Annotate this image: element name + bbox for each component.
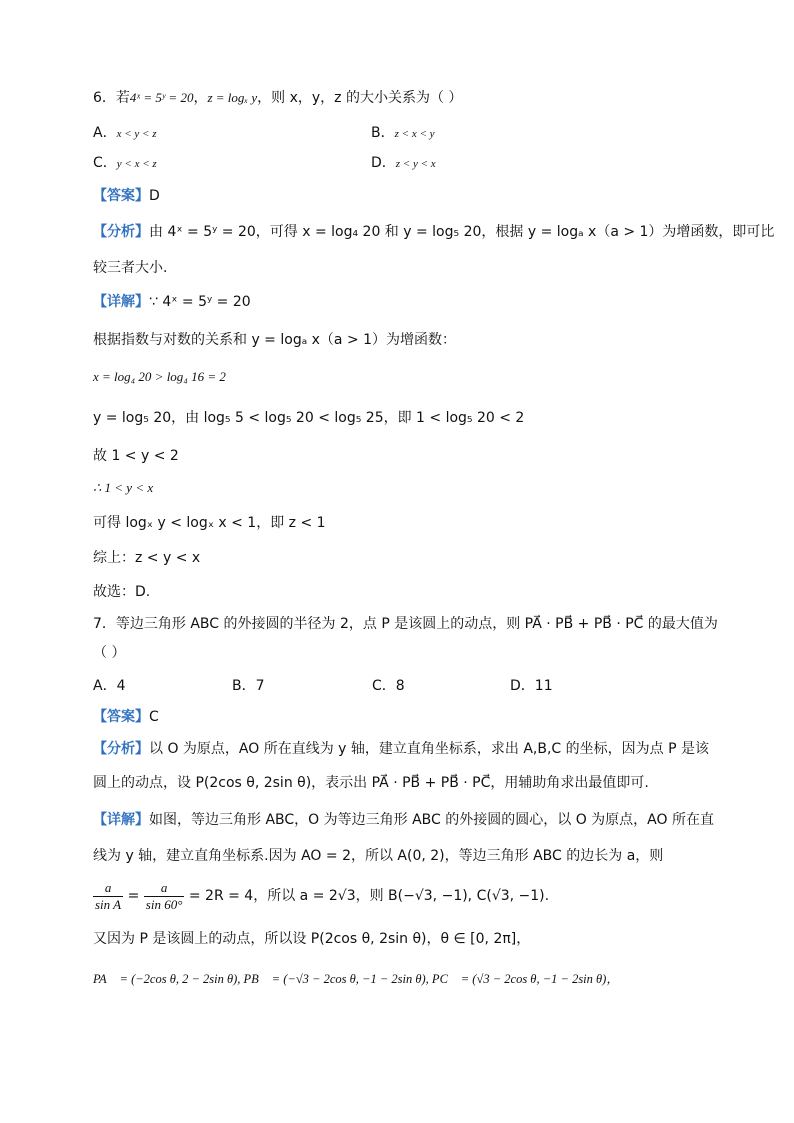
q6-answer: 【答案】D xyxy=(93,188,160,204)
q6-detail-line7: 综上：z < y < x xyxy=(93,550,201,566)
fraction-a-over-sin-a: $\frac{a}{\text{sin A}}$ xyxy=(95,879,122,912)
q6-option-a: A．x < y < z xyxy=(93,125,157,141)
q7-stem-line2: （ ） xyxy=(93,645,126,661)
fraction-a-over-sin-60: $\frac{a}{\sin 60^\circ}$ xyxy=(145,879,183,912)
q6-option-b: B．z < x < y xyxy=(371,125,435,141)
q6-stem: 6．若4ˣ = 5ʸ = 20，z = logₓ y，则 x，y，z 的大小关系为（ ） xyxy=(93,90,463,106)
q7-option-c: C．8 xyxy=(372,678,405,694)
q7-analysis-line1: 【分析】以 O 为原点，AO 所在直线为 y 轴，建立直角坐标系，求出 A,B,C 的坐标，因为点 P 是该 xyxy=(93,741,710,757)
q6-option-c: C．y < x < z xyxy=(93,155,157,171)
q6-analysis-line2: 较三者大小. xyxy=(93,260,168,276)
q7-option-d: D．11 xyxy=(510,678,553,694)
q6-detail-line3: y = log₅ 20，由 log₅ 5 < log₅ 20 < log₅ 25，即 1 < log₅ 20 < 2 xyxy=(93,410,525,426)
q7-analysis-line2: 圆上的动点，设 P(2cos θ, 2sin θ)，表示出 PA⃗ · PB⃗ + PB⃗ · PC⃗，用辅助角求出最值即可. xyxy=(93,775,649,791)
q6-detail-line5: ∴ 1 < y < x xyxy=(93,480,154,495)
q6-detail-line0: 【详解】∵ 4ˣ = 5ʸ = 20 xyxy=(93,294,251,310)
q6-detail-line1: 根据指数与对数的关系和 y = logₐ x（a > 1）为增函数： xyxy=(93,332,457,348)
q7-answer: 【答案】C xyxy=(93,709,159,725)
q7-detail-line2: 线为 y 轴，建立直角坐标系.因为 AO = 2，所以 A(0, 2)，等边三角形 ABC 的边长为 a，则 xyxy=(93,848,664,864)
q7-detail-line5: PA⃗ = (−2cos θ, 2 − 2sin θ), PB⃗ = (−√3 − 2cos θ, −1 − 2sin θ), PC⃗ = (√3 − 2cos θ, −1 − 2sin θ)， xyxy=(93,972,619,986)
q7-detail-line1: 【详解】如图，等边三角形 ABC，O 为等边三角形 ABC 的外接圆的圆心，以 O 为原点，AO 所在直 xyxy=(93,812,714,828)
q7-detail-line4: 又因为 P 是该圆上的动点，所以设 P(2cos θ, 2sin θ)，θ ∈ [0, 2π]， xyxy=(93,931,531,947)
q6-detail-line2: x = log₄ 20 > log₄ 16 = 2 xyxy=(93,369,226,384)
q7-option-b: B．7 xyxy=(232,678,265,694)
q6-option-d: D．z < y < x xyxy=(371,155,436,171)
q6-detail-line6: 可得 logₓ y < logₓ x < 1，即 z < 1 xyxy=(93,515,326,531)
q7-option-a: A．4 xyxy=(93,678,126,694)
q7-detail-line3: $\frac{a}{\text{sin A}}$ = $\frac{a}{\sin 60^\circ}$ = 2R = 4，所以 a = 2√3，则 B(−√3, −1), C(√3, −1). xyxy=(95,879,550,912)
q6-detail-line8: 故选：D. xyxy=(93,584,151,600)
q7-stem-line1: 7．等边三角形 ABC 的外接圆的半径为 2，点 P 是该圆上的动点，则 PA⃗ · PB⃗ + PB⃗ · PC⃗ 的最大值为 xyxy=(93,616,718,632)
q6-analysis-line1: 【分析】由 4ˣ = 5ʸ = 20，可得 x = log₄ 20 和 y = log₅ 20，根据 y = logₐ x（a > 1）为增函数，即可比 xyxy=(93,224,775,240)
q6-detail-line4: 故 1 < y < 2 xyxy=(93,448,179,464)
